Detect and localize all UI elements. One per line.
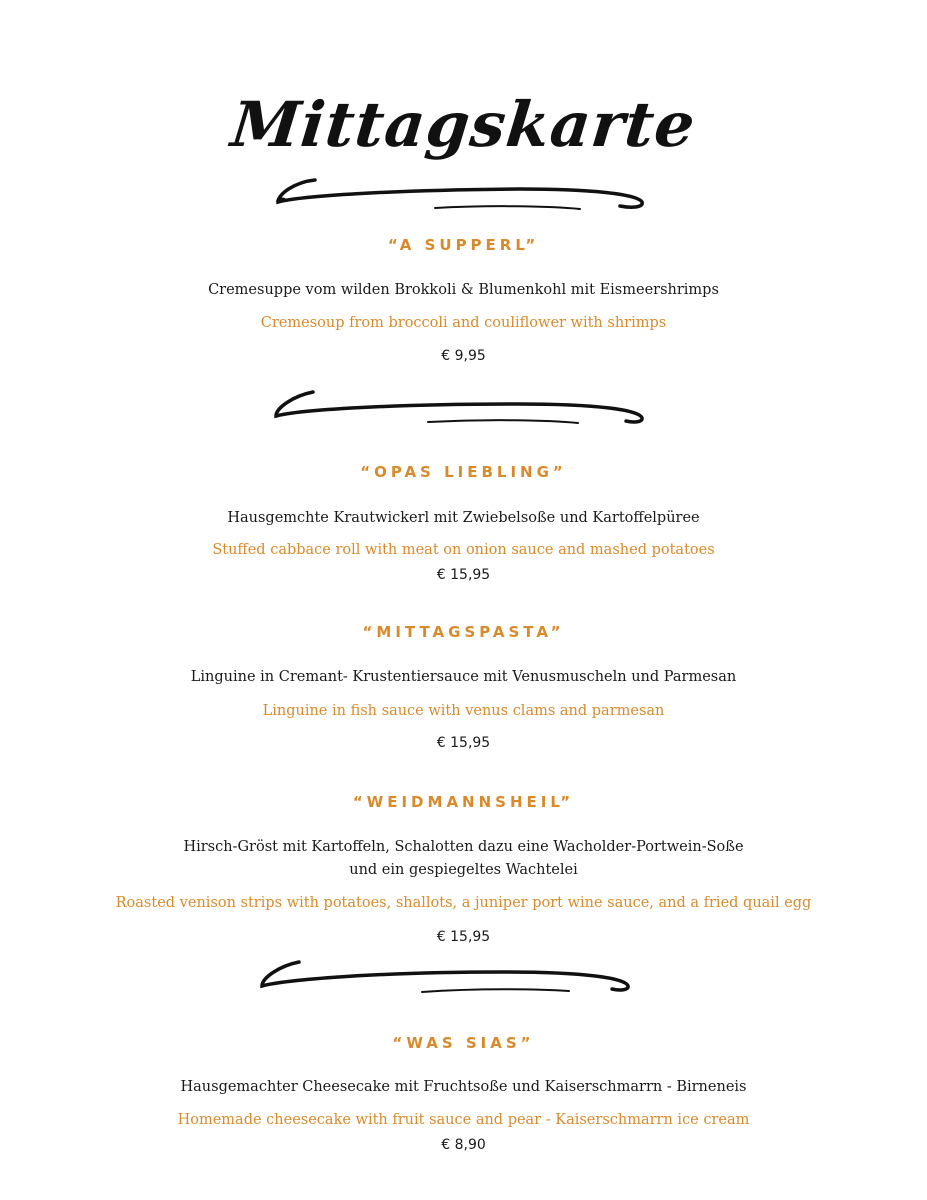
dish-price: € 15,95 — [436, 929, 491, 945]
dish-description-en: Homemade cheesecake with fruit sauce and pear - Kaiserschmarrn ice cream — [177, 1112, 750, 1128]
dish-description-en: Cremesoup from broccoli and couliflower with shrimps — [260, 315, 667, 331]
dish-price: € 15,95 — [436, 735, 491, 751]
section-heading: “OPAS LIEBLING” — [360, 463, 567, 481]
dish-description-en: Linguine in fish sauce with venus clams and parmesan — [262, 703, 665, 719]
dish-price: € 8,90 — [441, 1137, 486, 1153]
dish-description-en: Stuffed cabbace roll with meat on onion sauce and mashed potatoes — [212, 542, 715, 558]
dish-description-de: Hausgemachter Cheesecake mit Fruchtsoße und Kaiserschmarrn - Birneneis — [180, 1079, 747, 1095]
dish-price: € 15,95 — [436, 567, 491, 583]
decorative-swash — [270, 172, 650, 214]
decorative-swash — [254, 958, 634, 1000]
dish-description-en: Roasted venison strips with potatoes, shallots, a juniper port wine sauce, and a fried quail egg — [115, 895, 812, 911]
section-heading: “WEIDMANNSHEIL” — [352, 793, 575, 811]
dish-description-de-line1: Hirsch-Gröst mit Kartoffeln, Schalotten dazu eine Wacholder-Portwein-Soße — [183, 839, 744, 855]
dish-description-de: Hausgemchte Krautwickerl mit Zwiebelsoße und Kartoffelpüree — [227, 510, 700, 526]
section-heading: “MITTAGSPASTA” — [362, 623, 565, 641]
section-heading: “A SUPPERL” — [387, 236, 540, 254]
dish-description-de: Cremesuppe vom wilden Brokkoli & Blumenkohl mit Eismeershrimps — [208, 282, 719, 298]
page-title: Mittagskarte — [227, 88, 700, 161]
decorative-swash — [268, 388, 648, 430]
section-heading: “WAS SIAS” — [392, 1034, 535, 1052]
dish-description-de: Linguine in Cremant- Krustentiersauce mit Venusmuscheln und Parmesan — [190, 669, 737, 685]
dish-description-de-line2: und ein gespiegeltes Wachtelei — [349, 862, 578, 878]
dish-price: € 9,95 — [441, 348, 486, 364]
